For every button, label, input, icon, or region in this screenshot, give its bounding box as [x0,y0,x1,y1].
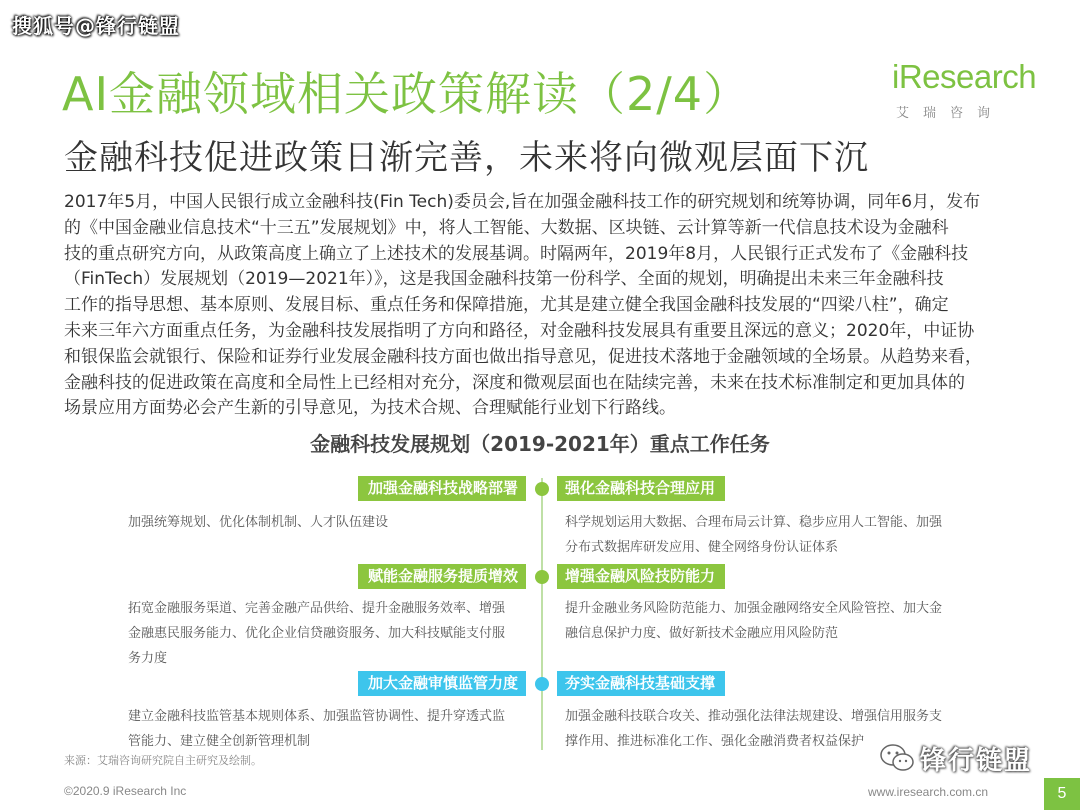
timeline-dot [535,570,549,584]
logo-wordmark: iResearch [892,58,1037,95]
page-number: 5 [1044,778,1080,810]
page-subtitle: 金融科技促进政策日渐完善，未来将向微观层面下沉 [64,138,869,178]
timeline-dot [535,677,549,691]
task-tag-right: 增强金融风险技防能力 [557,564,725,589]
desc-line: 加强金融科技联合攻关、推动强化法律法规建设、增强信用服务支 [565,709,943,724]
body-line: 技的重点研究方向，从政策高度上确立了上述技术的发展基调。时隔两年，2019年8月，人民银行正式发布了《金融科技 [64,243,969,264]
body-line: （FinTech）发展规划（2019—2021年）》，这是我国金融科技第一份科学、全面的规划，明确提出未来三年金融科技 [64,269,944,290]
task-desc-left [128,596,528,671]
iresearch-logo [892,58,1052,128]
body-line: 场景应用方面势必会产生新的引导意见，为技术合规、合理赋能行业划下行路线。 [64,398,676,419]
desc-line: 建立金融科技监管基本规则体系、加强监管协调性、提升穿透式监 [128,709,506,724]
website-link[interactable]: www.iresearch.com.cn [868,785,989,799]
copyright: ©2020.9 iResearch Inc [64,784,187,798]
body-line: 和银保监会就银行、保险和证券行业发展金融科技方面也做出指导意见，促进技术落地于金融领域的全场景。从趋势来看， [64,346,982,367]
desc-line: 务力度 [128,651,168,666]
watermark-top: 搜狐号@锋行链盟 [12,14,180,38]
logo-chinese: 艾瑞咨询 [896,106,1005,121]
wechat-icon [880,743,914,773]
body-paragraph [64,190,1029,422]
timeline-dot [535,482,549,496]
desc-line: 分布式数据库研发应用、健全网络身份认证体系 [565,540,839,555]
desc-line: 融信息保护力度、做好新技术金融应用风险防范 [565,626,839,641]
task-tag-left: 赋能金融服务提质增效 [358,564,526,589]
task-tag-right: 夯实金融科技基础支撑 [557,671,725,696]
watermark-bottom-text: 锋行链盟 [920,745,1033,776]
body-line: 工作的指导思想、基本原则、发展目标、重点任务和保障措施，尤其是建立健全我国金融科技发展的“四梁八柱”，确定 [64,295,949,316]
body-line: 金融科技的促进政策在高度和全局性上已经相对充分，深度和微观层面也在陆续完善，未来在技术标准制定和更加具体的 [64,372,965,393]
body-line: 2017年5月，中国人民银行成立金融科技(Fin Tech)委员会,旨在加强金融科技工作的研究规划和统筹协调，同年6月，发布 [64,192,981,212]
body-line: 的《中国金融业信息技术“十三五”发展规划》中，将人工智能、大数据、区块链、云计算等新一代信息技术设为金融科 [64,217,949,238]
task-desc-right [565,596,985,646]
task-tag-left: 加大金融审慎监管力度 [358,671,526,696]
task-desc-left [128,704,528,754]
body-line: 未来三年六方面重点任务，为金融科技发展指明了方向和路径，对金融科技发展具有重要且深远的意义；2020年，中证协 [64,320,975,341]
task-tag-left: 加强金融科技战略部署 [358,476,526,501]
desc-line: 撑作用、推进标准化工作、强化金融消费者权益保护 [565,734,865,749]
desc-line: 拓宽金融服务渠道、完善金融产品供给、提升金融服务效率、增强 [128,601,506,616]
desc-line: 管能力、建立健全创新管理机制 [128,734,311,749]
timeline-line [541,478,543,750]
watermark-bottom [880,738,1032,778]
section-title: 金融科技发展规划（2019-2021年）重点工作任务 [310,432,770,456]
task-desc-right [565,510,985,560]
task-tag-right: 强化金融科技合理应用 [557,476,725,501]
source-note: 来源：艾瑞咨询研究院自主研究及绘制。 [64,754,262,767]
desc-line: 提升金融业务风险防范能力、加强金融网络安全风险管控、加大金 [565,601,943,616]
desc-line: 加强统筹规划、优化体制机制、人才队伍建设 [128,515,389,530]
task-desc-left [128,510,528,535]
desc-line: 金融惠民服务能力、优化企业信贷融资服务、加大科技赋能支付服 [128,626,506,641]
desc-line: 科学规划运用大数据、合理布局云计算、稳步应用人工智能、加强 [565,515,943,530]
page-title: AI金融领域相关政策解读（2/4） [62,67,751,121]
